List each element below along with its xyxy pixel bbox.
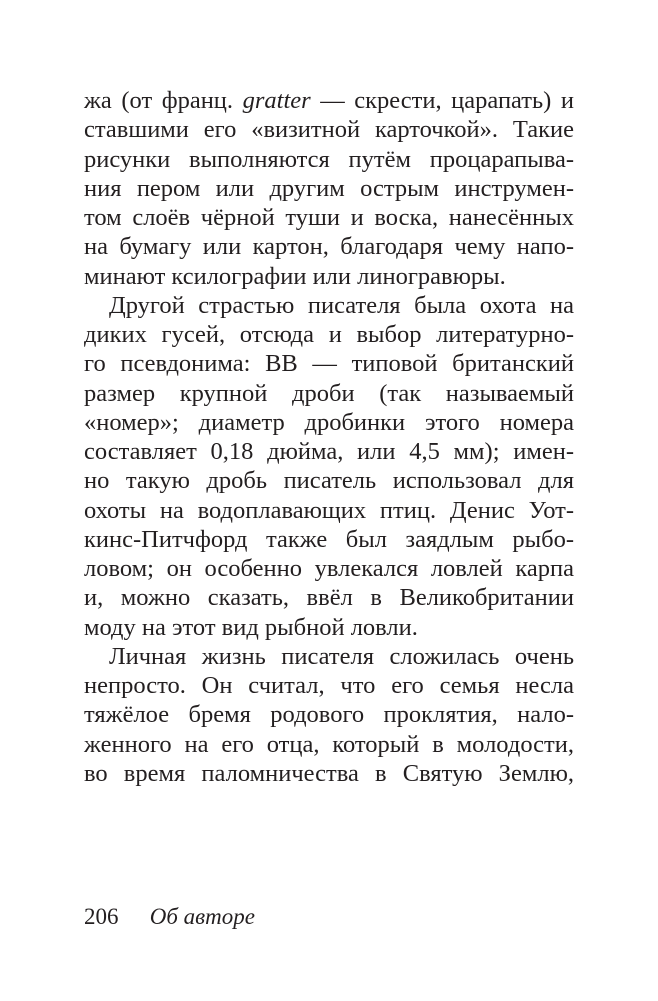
page-number: 206 [84, 904, 119, 929]
text-line [84, 349, 574, 378]
text-segment: непросто. Он считал, что его семья несла [84, 672, 574, 699]
text-line [84, 730, 574, 759]
text-line [84, 174, 574, 203]
text-line [84, 583, 574, 612]
text-line [84, 291, 574, 320]
text-segment: минают ксилографии или линогравюры. [84, 262, 506, 290]
text-line [84, 700, 574, 729]
page-footer [84, 902, 255, 932]
text-line [84, 262, 574, 291]
text-segment: составляет 0,18 дюйма, или 4,5 мм); имен- [84, 438, 574, 465]
text-line [84, 145, 574, 174]
text-segment: диких гусей, отсюда и выбор литературно- [84, 321, 574, 348]
text-segment: «номер»; диаметр дробинки этого номера [84, 408, 574, 436]
text-line [84, 759, 574, 788]
text-segment: рисунки выполняются путём процарапыва- [84, 145, 574, 173]
text-segment: — скрести, царапать) и [310, 87, 574, 114]
text-segment: кинс-Питчфорд также был заядлым рыбо- [84, 525, 574, 553]
text-line [84, 115, 574, 144]
text-segment: Другой страстью писателя была охота на [109, 291, 574, 319]
text-segment: ния пером или другим острым инструмен- [84, 174, 574, 202]
text-line [84, 437, 574, 466]
text-segment: том слоёв чёрной туши и воска, нанесённых [84, 204, 574, 231]
text-line [84, 408, 574, 437]
text-line [84, 320, 574, 349]
text-segment: размер крупной дроби (так называемый [84, 379, 574, 407]
text-line [84, 642, 574, 671]
text-segment: тяжёлое бремя родового проклятия, нало- [84, 701, 574, 729]
page-body-text [84, 86, 574, 788]
text-line [84, 379, 574, 408]
text-segment: но такую дробь писатель использовал для [84, 467, 574, 495]
text-line [84, 203, 574, 232]
text-line [84, 232, 574, 261]
text-segment: во время паломничества в Святую Землю, [84, 759, 574, 787]
running-head: Об авторе [149, 904, 255, 929]
text-line [84, 496, 574, 525]
text-line [84, 466, 574, 495]
text-line [84, 613, 574, 642]
text-segment: ловом; он особенно увлекался ловлей карпа [84, 555, 574, 582]
text-line [84, 86, 574, 115]
text-segment: жа (от франц. [84, 87, 243, 114]
text-segment: охоты на водоплавающих птиц. Денис Уот- [84, 496, 574, 524]
text-segment: моду на этот вид рыбной ловли. [84, 613, 418, 641]
text-line [84, 671, 574, 700]
text-segment: и, можно сказать, ввёл в Великобритании [84, 584, 574, 612]
text-segment: женного на его отца, который в молодости, [84, 730, 574, 758]
italic-term: gratter [242, 87, 311, 114]
text-segment: Личная жизнь писателя сложилась очень [109, 642, 574, 670]
text-line [84, 554, 574, 583]
text-segment: го псевдонима: BB — типовой британский [84, 350, 574, 378]
text-segment: на бумагу или картон, благодаря чему напо- [84, 233, 574, 261]
text-line [84, 525, 574, 554]
text-segment: ставшими его «визитной карточкой». Такие [84, 116, 574, 144]
